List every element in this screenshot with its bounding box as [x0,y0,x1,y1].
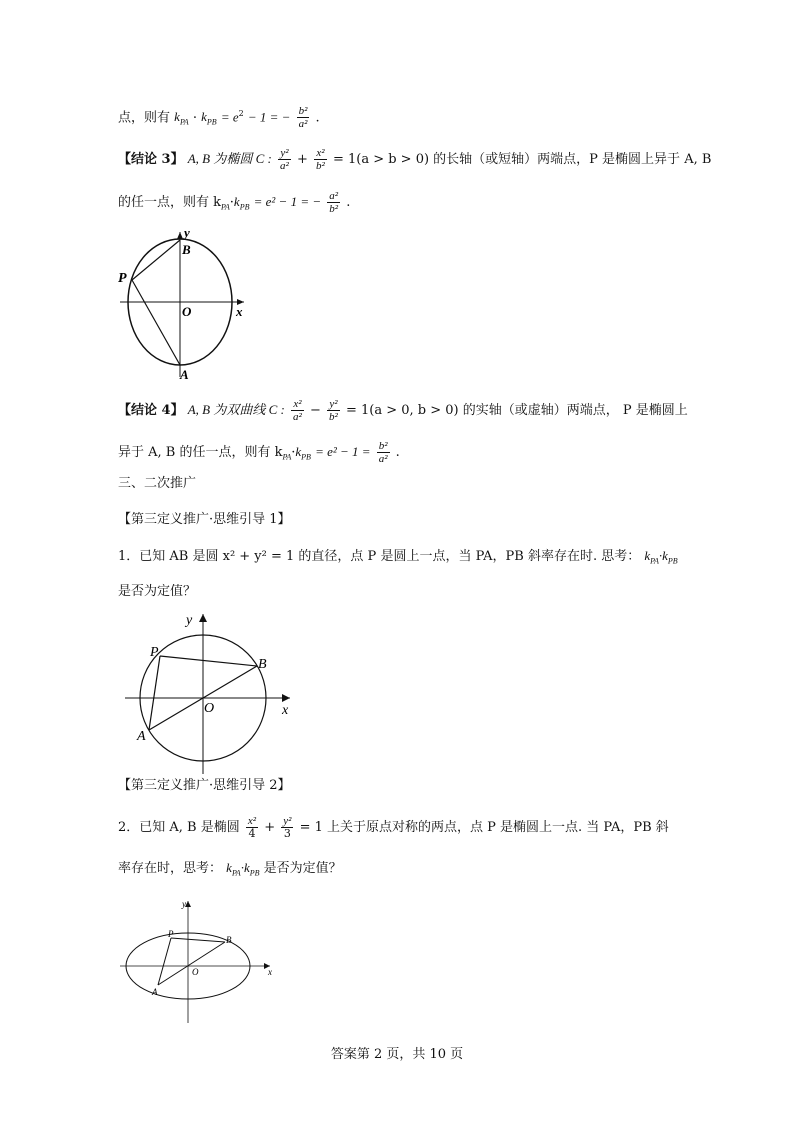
conclusion-3-line2: 的任一点，则有 $k_{PA}\cdot k_{PB} = e^2 - 1$ = − $\frac{\text{a²}}{\text{b²}}$ . [118,190,351,215]
text: A, B 为双曲线 C : [187,402,285,417]
eq: = e [220,109,239,125]
fraction-2: $\frac{\text{y²}}{3}$ [283,815,292,840]
condition: = 1(a > b > 0) 的长轴（或短轴）两端点，P 是椭圆上异于 A, B [332,152,712,167]
fraction: $\frac{\text{a²}}{\text{b²}}$ [329,190,339,215]
conclusion-4-tag: 【结论 4】 [118,403,184,418]
y-arrow [177,232,183,239]
segment-pb [171,938,225,942]
conclusion-3-line1 [118,147,711,172]
conclusion-4-line1 [118,398,688,423]
fraction-2: $\frac{\text{x²}}{\text{b²}}$ [316,147,325,172]
conclusion-4-line2: 异于 A, B 的任一点，则有 $k_{PA}\cdot k_{PB} = e^2 - 1$ = $\frac{\text{b²}}{\text{a²}}$ . [118,440,400,465]
text: 异于 A, B 的任一点，则有 k [118,445,283,460]
segment-pa [149,656,160,730]
plus: + [296,152,308,167]
k-product: $k_{PA}\cdot k_{PB}$ [644,548,678,566]
label-B: B [182,242,191,257]
label-P: P [150,645,159,660]
k-pa: $k_{PA}$ [174,109,189,127]
guide-2-title: 【第三定义推广·思维引导 2】 [118,778,291,793]
label-x: x [268,967,272,977]
label-O: O [182,304,192,319]
label-B: B [258,657,267,672]
question-1-line2: 是否为定值？ [118,584,197,599]
eq: = e² − 1 = [315,444,371,459]
text: 2．已知 A, B 是椭圆 [118,820,240,835]
label-y: y [186,613,193,628]
segment-pb [160,656,257,666]
eq: = e² − 1 = − [253,194,322,209]
label-B: B [226,935,232,945]
text: 1．已知 AB 是圆 x² + y² = 1 的直径，点 P 是圆上一点，当 PA，PB 斜率存在时. 思考： [118,549,641,564]
text-post: 是否为定值？ [263,861,342,876]
question-1-line1 [118,546,678,572]
fraction-1: $\frac{\text{y²}}{\text{a²}}$ [280,147,289,172]
label-x: x [282,703,289,718]
label-y: y [184,225,190,240]
page-footer: 答案第 2 页，共 10 页 [330,1047,464,1062]
label-A: A [152,987,158,997]
text: 的任一点，则有 k [118,195,222,210]
fraction-2: $\frac{\text{y²}}{\text{b²}}$ [329,398,338,423]
label-P: P [168,929,174,939]
section-heading: 三、二次推广 [118,476,197,491]
period: . [315,110,320,126]
minus: − [309,403,321,418]
y-arrow [199,614,207,622]
label-A: A [137,729,146,744]
period: . [346,195,351,210]
plus: + [264,820,276,835]
text: 点，则有 [118,110,171,126]
text: A, B 为椭圆 C : [187,151,272,166]
label-P: P [118,271,127,286]
conclusion-3-tag: 【结论 3】 [118,152,184,167]
label-O: O [192,967,199,977]
line-kpa-kpb-ellipse [118,104,320,133]
condition-2: P 是椭圆上 [622,403,688,418]
fraction: $\frac{\text{b²}}{\text{a²}}$ [298,105,308,131]
figure-horizontal-ellipse [118,895,283,1025]
fraction: $\frac{\text{b²}}{\text{a²}}$ [378,440,388,465]
x-arrow [282,694,290,702]
fraction-1: $\frac{\text{x²}}{\text{a²}}$ [293,398,302,423]
question-2-line2: 率存在时，思考： $k_{PA}\cdot k_{PB}$ 是否为定值？ [118,860,342,878]
figure-circle [120,608,300,778]
rest: − 1 = − [247,109,291,125]
label-y: y [182,899,186,909]
sq: 2 [238,109,244,118]
period: . [395,445,400,460]
text: 率存在时，思考： [118,861,223,876]
segment-pa [132,280,180,365]
guide-1-title: 【第三定义推广·思维引导 1】 [118,512,291,527]
label-x: x [236,304,243,319]
question-2-line1 [118,815,669,840]
condition: = 1(a > 0, b > 0) 的实轴（或虚轴）两端点， [345,403,619,418]
figure-vertical-ellipse [112,222,262,382]
label-O: O [204,701,215,716]
text-post: = 1 上关于原点对称的两点，点 P 是椭圆上一点. 当 PA，PB 斜 [299,820,669,835]
label-A: A [180,367,189,382]
dot: · [192,110,197,126]
fraction-1: $\frac{\text{x²}}{4}$ [247,815,257,840]
k-pb: $k_{PB}$ [201,109,217,127]
